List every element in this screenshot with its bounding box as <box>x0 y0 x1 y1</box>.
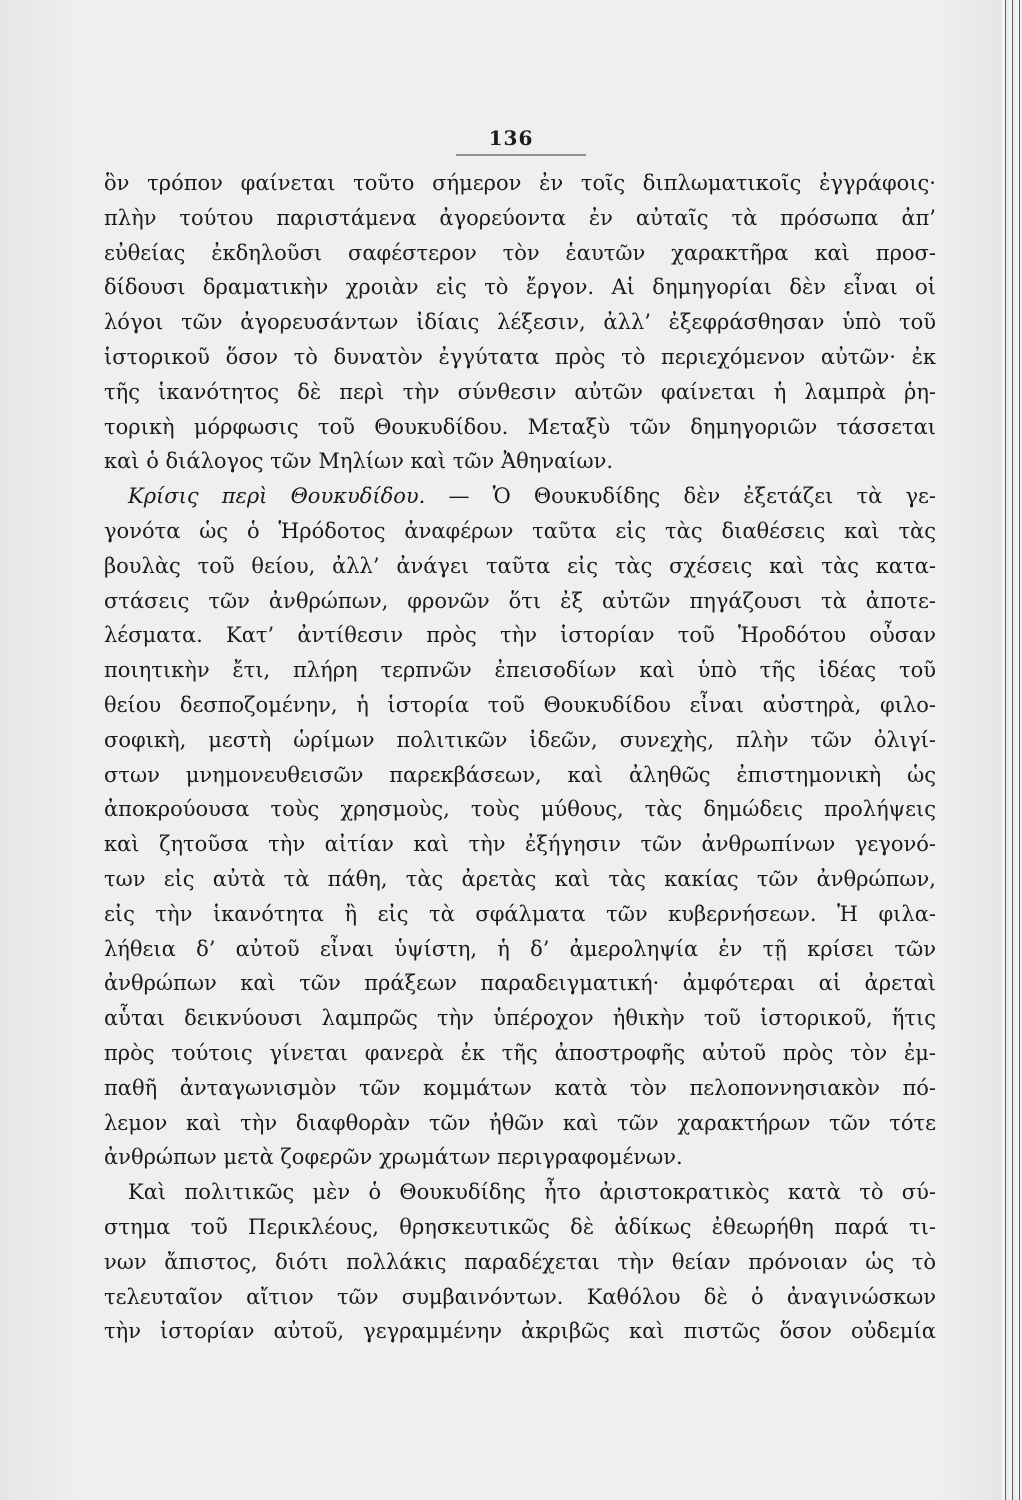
text-line: σοφικὴ, μεστὴ ὡρίμων πολιτικῶν ἰδεῶν, συνεχὴς, πλὴν τῶν ὀλιγί- <box>104 727 936 752</box>
text-line: τορικὴ μόρφωσις τοῦ Θουκυδίδου. Μεταξὺ τῶν δημηγοριῶν τάσσεται <box>104 414 936 439</box>
text-line: λέσματα. Κατ’ ἀντίθεσιν πρὸς τὴν ἱστορίαν τοῦ Ἡροδότου οὖσαν <box>104 623 936 648</box>
text-line: ἀποκρούουσα τοὺς χρησμοὺς, τοὺς μύθους, τὰς δημώδεις προλήψεις <box>104 797 936 822</box>
text-line: εὐθείας ἐκδηλοῦσι σαφέστερον τὸν ἑαυτῶν χαρακτῆρα καὶ προσ- <box>104 240 936 265</box>
text-line: τὴν ἱστορίαν αὐτοῦ, γεγραμμένην ἀκριβῶς καὶ πιστῶς ὅσον οὐδεμία <box>104 1319 936 1344</box>
text-line: βουλὰς τοῦ θείου, ἀλλ’ ἀνάγει ταῦτα εἰς τὰς σχέσεις καὶ τὰς κατα- <box>104 553 936 578</box>
text-line: δίδουσι δραματικὴν χροιὰν εἰς τὸ ἔργον. Αἱ δημηγορίαι δὲν εἶναι οἱ <box>104 275 936 300</box>
text-line: στημα τοῦ Περικλέους, θρησκευτικῶς δὲ ἀδίκως ἐθεωρήθη παρά τι- <box>104 1214 936 1239</box>
text-line: θείου δεσποζομένην, ἡ ἱστορία τοῦ Θουκυδίδου εἶναι αὐστηρὰ, φιλο- <box>104 692 936 717</box>
text-line: στων μνημονευθεισῶν παρεκβάσεων, καὶ ἀληθῶς ἐπιστημονικὴ ὡς <box>104 762 936 787</box>
text-line: καὶ ζητοῦσα τὴν αἰτίαν καὶ τὴν ἐξήγησιν τῶν ἀνθρωπίνων γεγονό- <box>104 832 936 857</box>
text-line: πρὸς τούτοις γίνεται φανερὰ ἐκ τῆς ἀποστροφῆς αὐτοῦ πρὸς τὸν ἐμ- <box>104 1040 936 1065</box>
text-line: ποιητικὴν ἔτι, πλήρη τερπνῶν ἐπεισοδίων καὶ ὑπὸ τῆς ἰδέας τοῦ <box>104 658 936 683</box>
text-line: ὃν τρόπον φαίνεται τοῦτο σήμερον ἐν τοῖς διπλωματικοῖς ἐγγράφοις· <box>104 171 936 195</box>
text-line: ἱστορικοῦ ὅσον τὸ δυνατὸν ἐγγύτατα πρὸς τὸ περιεχόμενον αὐτῶν· ἐκ <box>104 344 936 369</box>
text-line: — Ὁ Θουκυδίδης δὲν ἐξετάζει τὰ γε- <box>448 484 936 509</box>
text-line: γονότα ὡς ὁ Ἡρόδοτος ἀναφέρων ταῦτα εἰς τὰς διαθέσεις καὶ τὰς <box>104 518 936 543</box>
text-line: τῆς ἱκανότητος δὲ περὶ τὴν σύνθεσιν αὐτῶν φαίνεται ἡ λαμπρὰ ῥη- <box>104 379 936 404</box>
text-line: εἰς τὴν ἱκανότητα ἢ εἰς τὰ σφάλματα τῶν κυβερνήσεων. Ἡ φιλα- <box>104 901 936 926</box>
text-line: ἀνθρώπων μετὰ ζοφερῶν χρωμάτων περιγραφομένων. <box>104 1145 683 1170</box>
body-text <box>104 166 936 1349</box>
text-line: καὶ ὁ διάλογος τῶν Μηλίων καὶ τῶν Ἀθηναίων. <box>104 449 614 474</box>
text-line: αὗται δεικνύουσι λαμπρῶς τὴν ὑπέροχον ἠθικὴν τοῦ ἱστορικοῦ, ἥτις <box>104 1006 936 1031</box>
text-line: λήθεια δ’ αὐτοῦ εἶναι ὑψίστη, ἡ δ’ ἀμεροληψία ἐν τῇ κρίσει τῶν <box>104 936 936 961</box>
text-line: παθῆ ἀνταγωνισμὸν τῶν κομμάτων κατὰ τὸν πελοποννησιακὸν πό- <box>104 1075 936 1100</box>
text-line: τελευταῖον αἴτιον τῶν συμβαινόντων. Καθόλου δὲ ὁ ἀναγινώσκων <box>104 1284 936 1309</box>
book-binding-edge <box>1002 0 1022 1500</box>
section-heading: Κρίσις περὶ Θουκυδίδου. <box>128 484 426 509</box>
text-line: λεμον καὶ τὴν διαφθορὰν τῶν ἠθῶν καὶ τῶν χαρακτήρων τῶν τότε <box>104 1110 936 1135</box>
text-line: ἀνθρώπων καὶ τῶν πράξεων παραδειγματική· ἀμφότεραι αἱ ἀρεταὶ <box>104 971 936 996</box>
page-number: 136 <box>488 126 534 150</box>
text-line: στάσεις τῶν ἀνθρώπων, φρονῶν ὅτι ἐξ αὐτῶν πηγάζουσι τὰ ἀποτε- <box>104 588 936 613</box>
section-line <box>104 479 936 514</box>
text-line: των εἰς αὐτὰ τὰ πάθη, τὰς ἀρετὰς καὶ τὰς κακίας τῶν ἀνθρώπων, <box>104 866 936 891</box>
text-line: λόγοι τῶν ἀγορευσάντων ἰδίαις λέξεσιν, ἀλλ’ ἐξεφράσθησαν ὑπὸ τοῦ <box>104 310 936 335</box>
text-line: πλὴν τούτου παριστάμενα ἀγορεύοντα ἐν αὐταῖς τὰ πρόσωπα ἀπ’ <box>104 205 936 230</box>
text-line: νων ἄπιστος, διότι πολλάκις παραδέχεται τὴν θείαν πρόνοιαν ὡς τὸ <box>104 1249 936 1274</box>
text-line: Καὶ πολιτικῶς μὲν ὁ Θουκυδίδης ἦτο ἀριστοκρατικὸς κατὰ τὸ σύ- <box>128 1180 936 1205</box>
page-number-rule <box>456 154 586 156</box>
